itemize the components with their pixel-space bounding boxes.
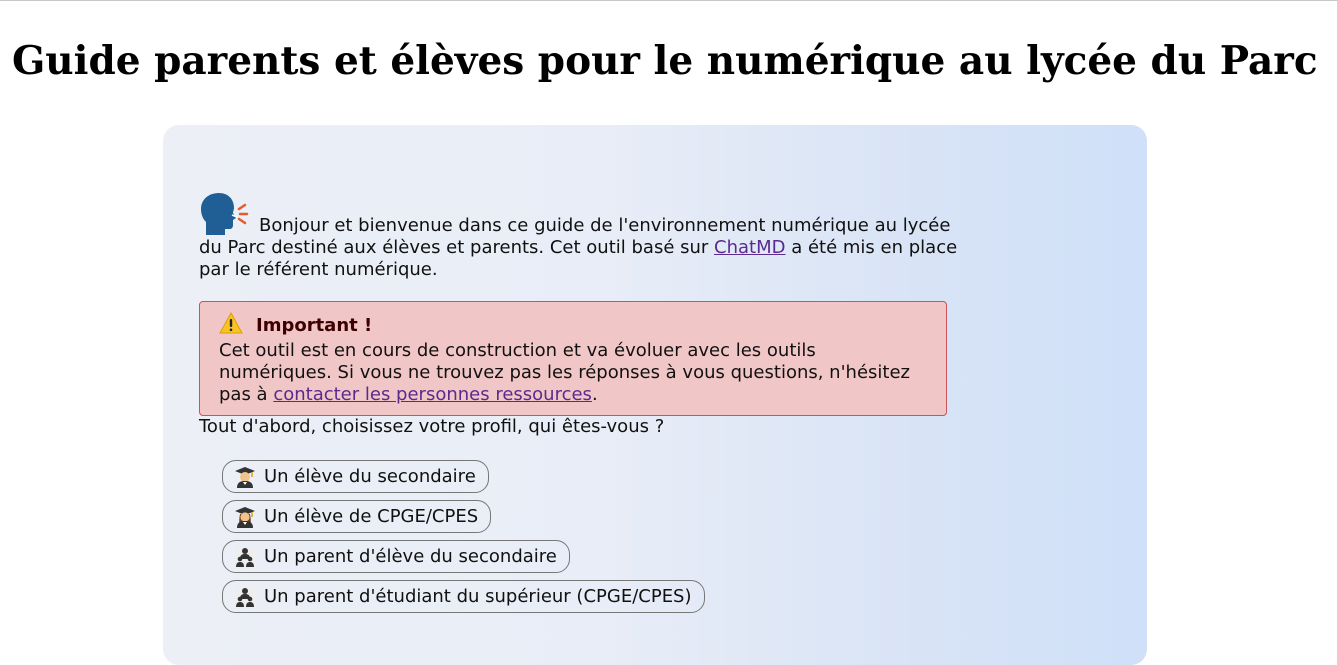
speaking-head-icon	[199, 191, 251, 237]
chat-container	[163, 125, 1147, 665]
warning-body	[219, 340, 926, 406]
choice-parent-secondary-button[interactable]	[222, 540, 570, 573]
page-title: Guide parents et élèves pour le numérique au lycée du Parc	[12, 38, 1318, 84]
choice-label: Un élève du secondaire	[264, 466, 476, 487]
profile-prompt: Tout d'abord, choisissez votre profil, qui êtes-vous ?	[199, 416, 665, 437]
profile-choices	[222, 460, 959, 620]
choice-student-secondary-button[interactable]	[222, 460, 489, 493]
student-icon	[234, 466, 256, 488]
family-icon	[234, 546, 256, 568]
intro-text	[199, 215, 957, 280]
intro-text-part: Bonjour et bienvenue dans ce guide de l'environnement numérique au lycée du Parc destiné aux élèves et parents. Cet outil basé sur	[199, 215, 951, 258]
choice-label: Un parent d'élève du secondaire	[264, 546, 557, 567]
warning-box	[199, 301, 947, 416]
choice-parent-superior-button[interactable]	[222, 580, 705, 613]
intro-text-part: a été mis en place par le référent numérique.	[199, 237, 958, 280]
choice-label: Un élève de CPGE/CPES	[264, 506, 479, 527]
choice-student-cpge-button[interactable]	[222, 500, 491, 533]
bot-message	[199, 191, 959, 620]
choice-label: Un parent d'étudiant du supérieur (CPGE/CPES)	[264, 586, 692, 607]
contact-resources-link[interactable]: contacter les personnes ressources	[273, 384, 592, 405]
female-student-icon	[234, 506, 256, 528]
warning-body-text: .	[591, 384, 598, 405]
warning-body-text: Cet outil est en cours de construction et va évoluer avec les outils numériques. Si vous ne trouvez pas les réponses à vous questions, n'hésitez pas à	[219, 340, 910, 405]
chatmd-link[interactable]: ChatMD	[714, 237, 786, 258]
family-icon	[234, 586, 256, 608]
warning-title: Important !	[256, 315, 373, 336]
warning-icon	[219, 312, 247, 340]
